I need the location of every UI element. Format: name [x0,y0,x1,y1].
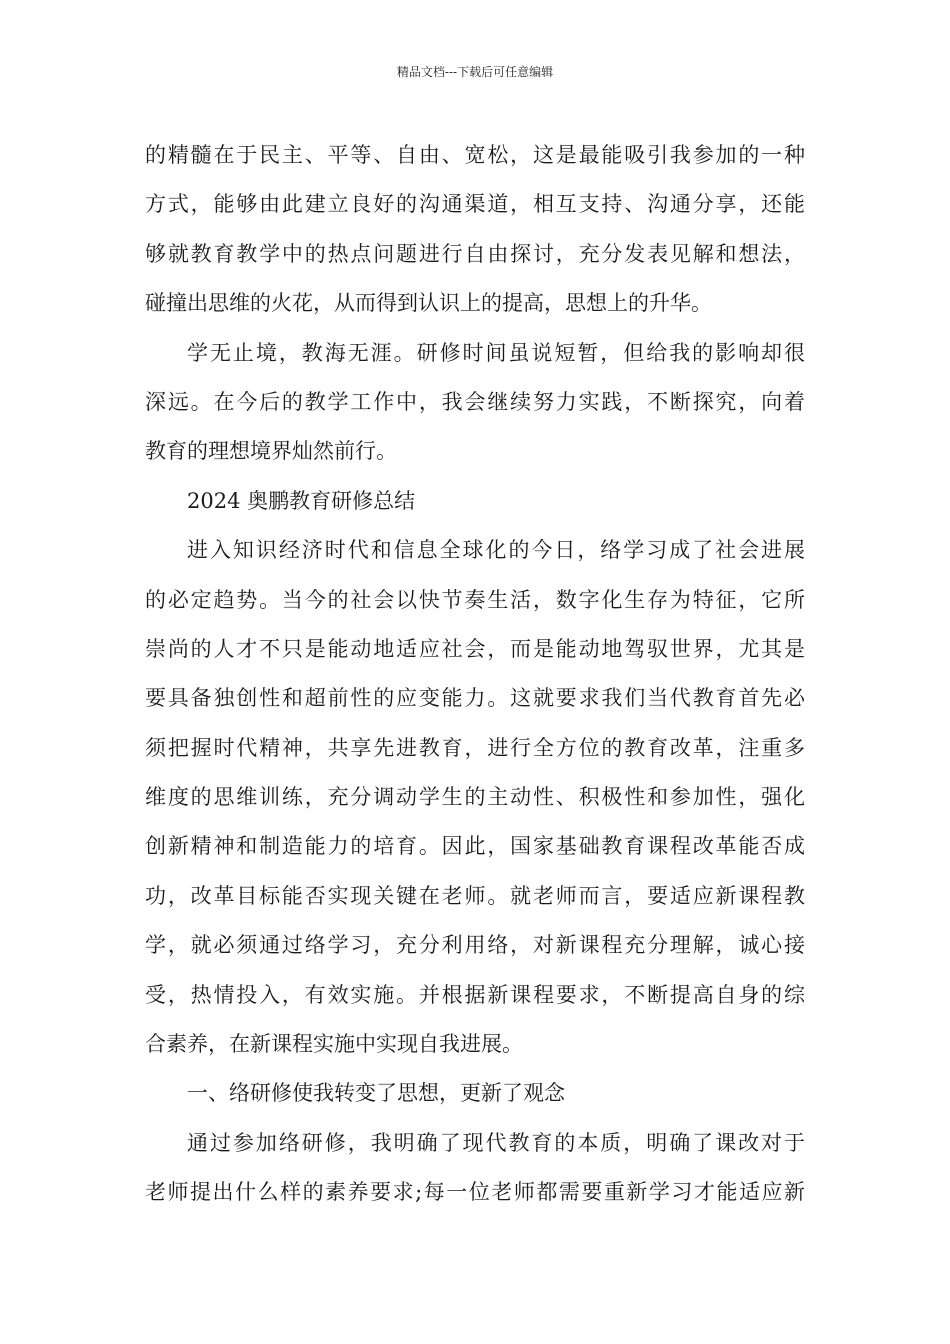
paragraph-first-line: 学无止境，教海无涯。研修时间虽说短暂，但给我的影响却很 [187,340,805,365]
text-line: 要具备独创性和超前性的应变能力。这就要求我们当代教育首先必 [145,686,805,711]
text-line: 合素养，在新课程实施中实现自我进展。 [145,1032,523,1057]
text-line: 方式，能够由此建立良好的沟通渠道，相互支持、沟通分享，还能 [145,192,805,217]
document-body [145,131,805,1218]
text-line: 够就教育教学中的热点问题进行自由探讨，充分发表见解和想法， [145,241,805,266]
text-line: 维度的思维训练，充分调动学生的主动性、积极性和参加性，强化 [145,785,805,810]
paragraph-first-line: 通过参加络研修，我明确了现代教育的本质，明确了课改对于 [187,1130,805,1155]
text-line: 功，改革目标能否实现关键在老师。就老师而言，要适应新课程教 [145,883,805,908]
section-title: 2024 奥鹏教育研修总结 [187,488,416,513]
text-line: 的必定趋势。当今的社会以快节奏生活，数字化生存为特征，它所 [145,587,805,612]
text-line: 老师提出什么样的素养要求;每一位老师都需要重新学习才能适应新 [145,1180,805,1205]
page-header: 精品文档---下载后可任意编辑 [396,65,554,79]
text-line: 碰撞出思维的火花，从而得到认识上的提高，思想上的升华。 [145,291,712,316]
paragraph-first-line: 进入知识经济时代和信息全球化的今日，络学习成了社会进展 [187,538,805,563]
text-line: 的精髓在于民主、平等、自由、宽松，这是最能吸引我参加的一种 [145,143,805,167]
section-heading: 一、络研修使我转变了思想，更新了观念 [187,1081,565,1106]
text-line: 受，热情投入，有效实施。并根据新课程要求，不断提高自身的综 [145,982,805,1007]
text-line: 学，就必须通过络学习，充分利用络，对新课程充分理解，诚心接 [145,933,805,958]
text-line: 崇尚的人才不只是能动地适应社会，而是能动地驾驭世界，尤其是 [145,636,805,661]
text-line: 教育的理想境界灿然前行。 [145,439,397,464]
text-line: 须把握时代精神，共享先进教育，进行全方位的教育改革，注重多 [145,735,805,760]
text-line: 深远。在今后的教学工作中，我会继续努力实践，不断探究，向着 [145,389,805,414]
text-line: 创新精神和制造能力的培育。因此，国家基础教育课程改革能否成 [145,834,805,859]
